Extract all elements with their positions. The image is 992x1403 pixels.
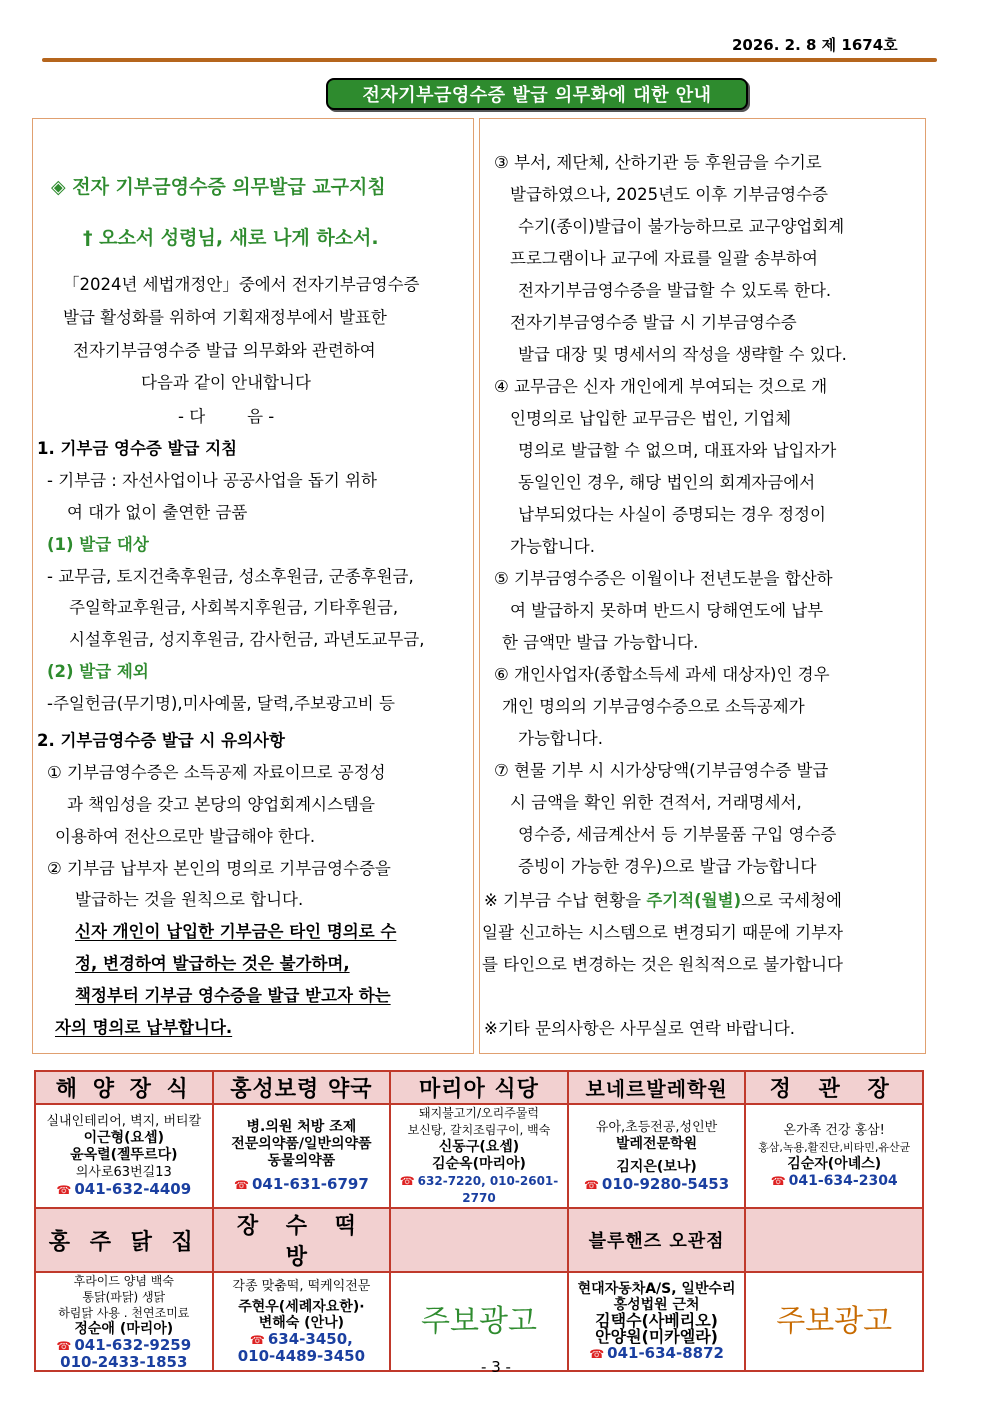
s1-sub-target: (1) 발급 대상	[47, 535, 149, 554]
ad-name	[390, 1208, 568, 1272]
right-note	[484, 889, 842, 913]
ad-phone-number-2: 010-4489-3450	[237, 1347, 366, 1365]
ads-body-row	[35, 1104, 923, 1208]
phone-icon: ☎	[770, 1174, 786, 1188]
right-line: 전자기부금영수증을 발급할 수 있도록 한다.	[518, 281, 832, 300]
ad-cell	[745, 1272, 923, 1371]
ad-desc: 동물의약품	[267, 1152, 336, 1169]
right-line: 여 발급하지 못하며 반드시 당해연도에 납부	[510, 601, 824, 620]
s1-definition: - 기부금 : 자선사업이나 공공사업을 돕기 위하	[47, 471, 377, 490]
s2-item: 발급하는 것을 원칙으로 합니다.	[75, 890, 304, 909]
ad-contact-name: 이근형(요셉)	[83, 1130, 164, 1146]
ad-phone	[214, 1331, 390, 1348]
ad-name: 보네르발레학원	[568, 1071, 746, 1104]
ad-phone	[391, 1173, 567, 1207]
right-line: 프로그램이나 교구에 자료를 일괄 송부하여	[510, 249, 818, 268]
ad-desc: 홍삼,녹용,활진단,비타민,유산균	[758, 1141, 911, 1154]
ad-phone-number: 632-7220, 010-2601-2770	[417, 1174, 559, 1205]
s1-definition: 여 대가 없이 출연한 금품	[67, 503, 248, 522]
ad-desc: 각종 맞춤떡, 떡케익전문	[232, 1279, 371, 1294]
ad-desc: 후라이드 양념 백숙	[73, 1274, 174, 1288]
ad-contact-name: 김순옥(마리아)	[432, 1156, 526, 1172]
ad-name: 해 양 장 식	[35, 1071, 213, 1104]
s2-item: ① 기부금영수증은 소득공제 자료이므로 공정성	[47, 763, 386, 782]
ad-desc: 유아,초등전공,성인반	[595, 1119, 718, 1135]
ad-name: 장 수 떡 방	[213, 1208, 391, 1272]
right-line: 개인 명의의 기부금영수증으로 소득공제가	[502, 697, 805, 716]
ad-desc: 보신탕, 갈치조림구이, 백숙	[407, 1123, 551, 1137]
ad-phone	[36, 1181, 212, 1199]
ad-name: 마리아 식당	[390, 1071, 568, 1104]
s1-sub-exclude: (2) 발급 제외	[47, 662, 149, 681]
intro-line: 「2024년 세법개정안」중에서 전자기부금영수증	[63, 275, 420, 294]
ad-desc: 발레전문학원	[616, 1135, 698, 1152]
ad-phone-number: 010-9280-5453	[601, 1174, 730, 1193]
ad-cell	[568, 1272, 746, 1371]
ad-cell	[213, 1104, 391, 1208]
ad-cell	[35, 1272, 213, 1371]
right-line: ⑦ 현물 기부 시 시가상당액(기부금영수증 발급	[494, 761, 829, 780]
page-title-box	[326, 78, 748, 110]
right-line: 발급 대장 및 명세서의 작성을 생략할 수 있다.	[518, 345, 847, 364]
ad-cell	[35, 1104, 213, 1208]
page-title: 전자기부금영수증 발급 의무화에 대한 안내	[362, 85, 712, 106]
ad-phone	[214, 1176, 390, 1194]
right-line: 영수증, 세금계산서 등 기부물품 구입 영수증	[518, 825, 837, 844]
right-line: ④ 교무금은 신자 개인에게 부여되는 것으로 개	[494, 377, 828, 396]
ads-header-row	[35, 1071, 923, 1104]
right-line: 시 금액을 확인 위한 견적서, 거래명세서,	[510, 793, 802, 812]
ad-phone-number: 041-631-6797	[251, 1174, 369, 1193]
ad-phone-number: 041-634-8872	[607, 1344, 724, 1362]
right-line: 인명의로 납입한 교무금은 법인, 기업체	[510, 409, 792, 428]
left-heading-2: † 오소서 성령님, 새로 나게 하소서.	[83, 227, 379, 249]
ad-name: 정 관 장	[745, 1071, 923, 1104]
phone-icon: ☎	[399, 1174, 415, 1188]
note-highlight: 주기적(월별)	[646, 891, 742, 910]
right-line: 가능합니다.	[510, 537, 595, 556]
right-line: 명의로 발급할 수 없으며, 대표자와 납입자가	[518, 441, 837, 460]
intro-line: 다음과 같이 안내합니다	[141, 373, 311, 392]
ad-desc: 돼지불고기/오리주물럭	[419, 1106, 539, 1120]
ad-name: 블루핸즈 오관점	[568, 1208, 746, 1272]
right-line: 수기(종이)발급이 불가능하므로 교구양업회계	[518, 217, 845, 236]
ad-cell	[390, 1272, 568, 1371]
ad-phone	[36, 1337, 212, 1354]
ad-phone-number: 634-3450,	[267, 1330, 353, 1348]
right-line: ⑤ 기부금영수증은 이월이나 전년도분을 합산하	[494, 569, 833, 588]
ad-contact-name: 주현우(세례자요한)·	[238, 1299, 365, 1315]
ad-phone	[569, 1176, 745, 1194]
right-line: 납부되었다는 사실이 증명되는 경우 정정이	[518, 505, 826, 524]
section-2-title: 2. 기부금영수증 발급 시 유의사항	[37, 731, 285, 750]
phone-icon: ☎	[583, 1177, 599, 1192]
header-divider	[42, 58, 937, 62]
ad-placeholder: 주보광고	[421, 1303, 537, 1339]
ad-placeholder: 주보광고	[776, 1303, 893, 1339]
s2-item: 과 책임성을 갖고 본당의 양업회계시스템을	[67, 795, 375, 814]
s2-item: 이용하여 전산으로만 발급해야 한다.	[55, 827, 316, 846]
phone-icon: ☎	[589, 1347, 605, 1361]
s1-item: 주일학교후원금, 사회복지후원금, 기타후원금,	[69, 598, 399, 617]
note-text: ※ 기부금 수납 현황을	[484, 891, 647, 910]
left-column	[32, 118, 474, 1054]
page-number: - 3 -	[481, 1358, 511, 1376]
left-heading-1: ◈ 전자 기부금영수증 의무발급 교구지침	[51, 176, 386, 198]
right-line: 발급하였으나, 2025년도 이후 기부금영수증	[510, 185, 828, 204]
ad-contact-name: 정순애 (마리아)	[74, 1321, 174, 1337]
phone-icon: ☎	[56, 1183, 72, 1197]
ad-desc: 병.의원 처방 조제	[246, 1118, 357, 1135]
s2-emphasis: 자의 명의로 납부합니다.	[55, 1018, 233, 1037]
issue-date: 2026. 2. 8 제 1674호	[732, 36, 898, 54]
note-text: 으로 국세청에	[741, 891, 842, 910]
s1-item: - 교무금, 토지건축후원금, 성소후원금, 군종후원금,	[47, 567, 414, 586]
ad-cell	[390, 1104, 568, 1208]
s2-emphasis: 신자 개인이 납입한 기부금은 타인 명의로 수	[75, 922, 397, 941]
ad-contact-name: 김순자(아녜스)	[787, 1156, 882, 1172]
right-column	[479, 118, 926, 1054]
ad-desc: 통닭(파닭) 생닭	[82, 1290, 166, 1304]
s1-item: 시설후원금, 성지후원금, 감사헌금, 과년도교무금,	[69, 630, 425, 649]
ad-phone-number: 041-632-4409	[74, 1180, 192, 1198]
right-line: ⑥ 개인사업자(종합소득세 과세 대상자)인 경우	[494, 665, 830, 684]
ad-desc: 온가족 건강 홍삼!	[783, 1123, 885, 1138]
ads-body-row	[35, 1272, 923, 1371]
right-note: 일괄 신고하는 시스템으로 변경되기 때문에 기부자	[482, 923, 843, 942]
right-line: 한 금액만 발급 가능합니다.	[502, 633, 699, 652]
ad-contact-name: 신동구(요셉)	[438, 1139, 520, 1155]
right-line: 전자기부금영수증 발급 시 기부금영수증	[510, 313, 797, 332]
ad-desc: 하림닭 사용 . 천연조미료	[58, 1306, 190, 1320]
ad-contact-name: 윤옥렬(젤뚜르다)	[70, 1147, 178, 1163]
s1-exclude-item: -주일헌금(무기명),미사예물, 달력,주보광고비 등	[47, 694, 395, 713]
ad-desc: 현대자동차A/S, 일반수리	[577, 1281, 736, 1297]
section-1-title: 1. 기부금 영수증 발급 지침	[37, 439, 238, 458]
right-line: ③ 부서, 제단체, 산하기관 등 후원금을 수기로	[494, 153, 822, 172]
right-line: 증빙이 가능한 경우)으로 발급 가능합니다	[518, 857, 817, 876]
ad-desc: 실내인테리어, 벽지, 버티칼	[46, 1114, 202, 1129]
intro-line: 전자기부금영수증 발급 의무화와 관련하여	[73, 341, 376, 360]
ad-cell	[745, 1104, 923, 1208]
ad-name	[745, 1208, 923, 1272]
right-line: 동일인인 경우, 해당 법인의 회계자금에서	[518, 473, 816, 492]
right-line: 가능합니다.	[518, 729, 603, 748]
daeum-label: - 다 음 -	[178, 407, 275, 426]
s2-emphasis: 책정부터 기부금 영수증을 발급 받고자 하는	[75, 986, 391, 1005]
ad-desc: 홍성법원 근처	[613, 1297, 700, 1313]
ad-name: 홍 주 닭 집	[35, 1208, 213, 1272]
s2-emphasis: 정, 변경하여 발급하는 것은 불가하며,	[75, 954, 350, 973]
phone-icon: ☎	[56, 1339, 72, 1353]
ad-phone-number-2: 010-2433-1853	[60, 1353, 188, 1371]
contact-note: ※기타 문의사항은 사무실로 연락 바랍니다.	[484, 1019, 796, 1038]
right-note: 를 타인으로 변경하는 것은 원칙적으로 불가합니다	[482, 955, 843, 974]
ad-address: 의사로63번길13	[75, 1165, 172, 1180]
phone-icon: ☎	[249, 1333, 265, 1347]
ad-desc: 전문의약품/일반의약품	[231, 1135, 372, 1152]
phone-icon: ☎	[234, 1177, 249, 1192]
ad-cell	[568, 1104, 746, 1208]
ad-phone-number: 041-634-2304	[788, 1173, 898, 1189]
s2-item: ② 기부금 납부자 본인의 명의로 기부금영수증을	[47, 859, 391, 878]
ad-contact-name: 김택수(사베리오)	[595, 1311, 718, 1330]
ad-contact-name: 변해숙 (안나)	[258, 1315, 345, 1331]
ad-name: 홍성보령 약국	[213, 1071, 391, 1104]
ad-phone	[746, 1173, 922, 1190]
ads-table	[34, 1070, 924, 1372]
ad-contact-name: 김지은(보나)	[616, 1158, 697, 1175]
ad-contact-name: 안양원(미카엘라)	[595, 1327, 718, 1346]
ad-phone-number: 041-632-9259	[74, 1336, 192, 1354]
intro-line: 발급 활성화를 위하여 기획재정부에서 발표한	[63, 308, 387, 327]
ad-cell	[213, 1272, 391, 1371]
ads-header-row	[35, 1208, 923, 1272]
